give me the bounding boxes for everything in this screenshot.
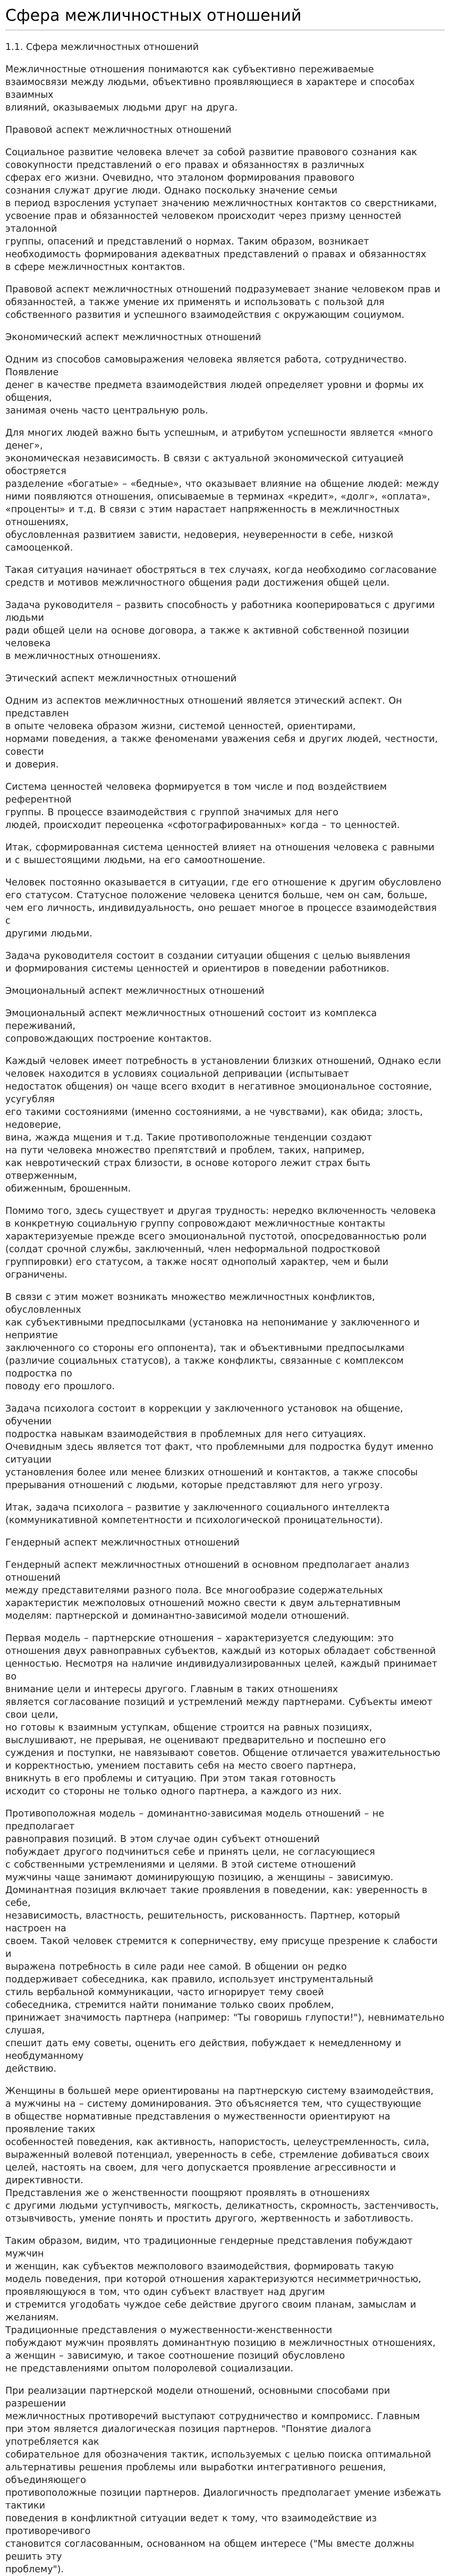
section-heading: 1.1. Сфера межличностных отношений (5, 42, 199, 53)
paragraph: Межличностные отношения понимаются как субъективно переживаемые взаимосвязи между людьми, объективно проявляющиеся в характере и способах взаимных влияний, оказываемых людьми друг на друга. (5, 64, 415, 113)
paragraph: В связи с этим может возникать множество межличностных конфликтов, обусловленных как субъективными предпосылками (установка на непонимание у заключенного и неприятие заключенного со стороны его оппонента), так и объективными предпосылками (различие социальных статусов), а также конфликты, связанные с комплексом подростка по поводу его прошлого. (5, 1292, 420, 1392)
paragraph: Задача руководителя состоит в создании ситуации общения с целью выявления и формирования системы ценностей и ориентиров в поведении работников. (5, 951, 410, 974)
paragraph: Помимо того, здесь существует и другая трудность: нередко включенность человека в конкретную социальную группу сопровождают межличностные контакты характеризуемые прежде всего эмоциональной пустотой, опосредованностью роли (солдат срочной службы, заключенный, член неформальной подростковой группировки) его статусом, а также носят однополый характер, чем и были ограничены. (5, 1206, 436, 1280)
paragraph: Социальное развитие человека влечет за собой развитие правового сознания как совокупности представлений о его правах и обязанностях в различных сферах его жизни. Очевидно, что эталоном формирования правового сознания служат другие люди. Однако поскольку значение семьи в период взросления уступает значению межличностных контактов со сверстниками, усвоение прав и обязанностей человеком происходит через призму ценностей эталонной группы, опасений и представлений о нормах. Таким образом, возникает необходимость формирования адекватных представлений о правах и обязанностях в сфере межличностных контактов. (5, 147, 437, 273)
paragraph: При реализации партнерской модели отношений, основными способами при разрешении межличностных противоречий выступают сотрудничество и компромисс. Главным при этом является диалогическая позиция партнеров. "Понятие диалога употребляется как собирательное для обозначения тактик, используемых с целью поиска оптимальной альтернативы решения проблемы или выработки интегративного решения, объединяющего противоположные позиции партнеров. Диалогичность предполагает умение избежать тактики поведения в конфликтной ситуации ведет к тому, что взаимодействие из противоречивого становится согласованным, основанном на общем интересе ("Мы вместе должны решить эту проблему"). (5, 2386, 441, 2575)
paragraph: Гендерный аспект межличностных отношений (5, 1538, 240, 1548)
paragraph: Одним из аспектов межличностных отношений является этический аспект. Он представлен в опыте человека образом жизни, системой ценностей, ориентирами, нормами поведения, а также феноменами уважения себя и других людей, честности, совести и доверия. (5, 696, 438, 770)
paragraph: Одним из способов самовыражения человека является работа, сотрудничество. Появление денег в качестве предмета взаимодействия людей определяет уровни и формы их общения, занимая очень часто центральную роль. (5, 354, 424, 416)
paragraph: Экономический аспект межличностных отношений (5, 332, 261, 343)
document-body (5, 63, 445, 2576)
paragraph: Гендерный аспект межличностных отношений в основном предполагает анализ отношений между представителями разного пола. Все многообразие содержательных характеристик межполовых отношений можно свести к двум альтернативным моделям: партнерской и доминантно-зависимой модели отношений. (5, 1560, 410, 1621)
paragraph: Правовой аспект межличностных отношений подразумевает знание человеком прав и обязанностей, а также умение их применять и использовать с пользой для собственного развития и успешного взаимодействия с окружающим социумом. (5, 284, 440, 320)
paragraph: Эмоциональный аспект межличностных отношений состоит из комплекса переживаний, сопровождающих построение контактов. (5, 1008, 377, 1044)
paragraph: Правовой аспект межличностных отношений (5, 125, 232, 136)
paragraph: Задача психолога состоит в коррекции у заключенного установок на общение, обучении подростка навыкам взаимодействия в проблемных для него ситуациях. Очевидным здесь является тот факт, что проблемными для подростка будут именно ситуации установления более или менее близких отношений и контактов, а также способы прерывания отношений с людьми, которые представляют для него угрозу. (5, 1404, 434, 1491)
page-title: Сфера межличностных отношений (5, 5, 445, 30)
paragraph: Итак, задача психолога – развитие у заключенного социального интеллекта (коммуникативной компетентности и психологической проницательности). (5, 1502, 390, 1526)
paragraph: Итак, сформированная система ценностей влияет на отношения человека с равными и с вышестоящими людьми, на его самоотношение. (5, 842, 435, 866)
paragraph: Человек постоянно оказывается в ситуации, где его отношение к другим обусловлено его статусом. Статусное положение человека ценится больше, чем он сам, больше, чем его личность, индивидуальность, оно решает многое в процессе взаимодействия с другими людьми. (5, 877, 441, 939)
paragraph: Эмоциональный аспект межличностных отношений (5, 986, 265, 996)
paragraph: Этический аспект межличностных отношений (5, 673, 237, 684)
paragraph: Для многих людей важно быть успешным, и атрибутом успешности является «много денег», экономическая независимость. В связи с актуальной экономической ситуацией обостряется разделение «богатые» – «бедные», что оказывает влияние на общение людей: между ними появляются отношения, описываемые в терминах «кредит», «долг», «оплата», «проценты» и т.д. В связи с этим нарастает напряженность в межличностных отношениях, обусловленная развитием зависти, недоверия, неуверенности в себе, низкой самооценкой. (5, 428, 439, 553)
paragraph: Каждый человек имеет потребность в установлении близких отношений, Однако если человек находится в условиях социальной депривации (испытывает недостаток общения) он чаще всего входит в негативное эмоциональное состояние, усугубляя его такими состояниями (именно состояниями, а не чувствами), как обида; злость, недоверие, вина, жажда мщения и т.д. Такие противоположные тенденции создают на пути человека множество препятствий и проблем, таких, например, как невротический страх близости, в основе которого лежит страх быть отверженным, обиженным, брошенным. (5, 1056, 441, 1194)
paragraph: Первая модель – партнерские отношения – характеризуется следующим: это отношения двух равноправных субъектов, каждый из которых обладает собственной ценностью. Несмотря на наличие индивидуализированных целей, каждый принимает во внимание цели и интересы другого. Главным в таких отношениях является согласование позиций и устремлений между партнерами. Субъекты имеют свои цели, но готовы к взаимным уступкам, общение строится на равных позициях, выслушивают, не прерывая, не оценивают предварительно и поспешно его суждения и поступки, не навязывают советов. Общение отличается уважительностью и корректностью, умением поставить себя на место своего партнера, вникнуть в его проблемы и ситуацию. При этом такая готовность исходит со стороны не только одного партнера, а каждого из них. (5, 1633, 440, 1797)
paragraph: Такая ситуация начинает обостряться в тех случаях, когда необходимо согласование средств и мотивов межличностного общения ради достижения общей цели. (5, 565, 437, 588)
paragraph: Женщины в большей мере ориентированы на партнерскую систему взаимодействия, а мужчины на – систему доминирования. Это объясняется тем, что существующие в обществе нормативные представления о мужественности ориентируют на проявление таких особенностей поведения, как активность, напористость, целеустремленность, сила, выраженный волевой потенциал, уверенность в себе, стремление добиваться своих целей, настоять на своем, для чего допускается проявление агрессивности и директивности. Представления же о женственности поощряют проявлять в отношениях с другими людьми уступчивость, мягкость, деликатность, скромность, застенчивость, отзывчивость, умение понять и простить другого, жертвенность и заботливость. (5, 2086, 439, 2224)
paragraph: Задача руководителя – развить способность у работника кооперироваться с другими людьми ради общей цели на основе договора, а также к активной собственной позиции человека в межличностных отношениях. (5, 600, 435, 662)
paragraph: Таким образом, видим, что традиционные гендерные представления побуждают мужчин и женщин, как субъектов межполового взаимодействия, формировать такую модель поведения, при которой отношения характеризуются несимметричностью, проявляющуюся в том, что один субъект властвует над другим и стремится угодобать чуждое себе действие другого своим планам, замыслам и желаниям. Традиционные представления о мужественности-женственности побуждают мужчин проявлять доминантную позицию в межличностных отношениях, а женщин – зависимую, и такое соотношение позиций обусловлено не представлениями опытом полоролевой социализации. (5, 2236, 436, 2374)
paragraph: Система ценностей человека формируется в том числе и под воздействием референтной группы. В процессе взаимодействия с группой значимых для него людей, происходит переоценка «сфотографированных» когда – то ценностей. (5, 782, 400, 831)
paragraph: Противоположная модель – доминантно-зависимая модель отношений – не предполагает равноправия позиций. В этом случае один субъект отношений побуждает другого подчиниться себе и принять цели, не согласующиеся с собственными устремлениями и целями. В этой системе отношений мужчины чаще занимают доминирующую позицию, а женщины – зависимую. Доминантная позиция включает такие проявления в поведении, как: уверенность в себе, независимость, властность, решительность, рискованность. Партнер, который настроен на своем. Такой человек стремится к соперничеству, ему присуще презрение к слабости и выражена потребность в силе ради нее самой. В общении он редко поддерживает собеседника, как правило, использует инструментальный стиль вербальной коммуникации, часто игнорирует тему своей собеседника, стремится найти понимание только своих проблем, принижает значимость партнера (например: "Ты говоришь глупости!"), невнимательно слушая, спешит дать ему советы, оценить его действия, побуждает к немедленному и необдуманному действию. (5, 1809, 445, 2074)
